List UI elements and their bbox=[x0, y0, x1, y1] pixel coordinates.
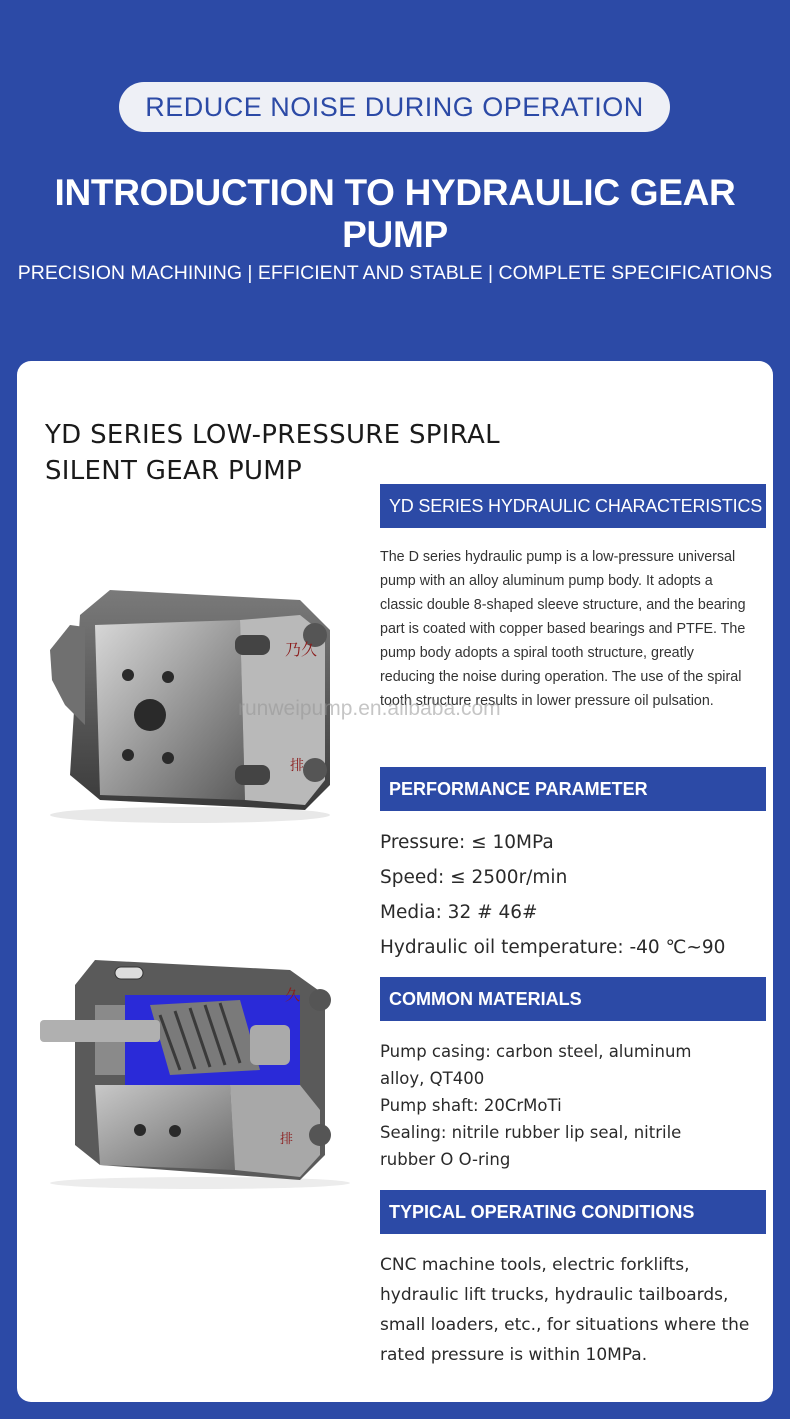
svg-text:乃久: 乃久 bbox=[285, 640, 318, 659]
performance-heading: PERFORMANCE PARAMETER bbox=[380, 767, 766, 811]
watermark: runweipump.en.alibaba.com bbox=[238, 697, 501, 720]
param-speed: Speed: ≤ 2500r/min bbox=[380, 867, 568, 888]
characteristics-heading: YD SERIES HYDRAULIC CHARACTERISTICS bbox=[380, 484, 766, 528]
pump-cutaway-image bbox=[30, 945, 350, 1190]
conditions-heading: TYPICAL OPERATING CONDITIONS bbox=[380, 1190, 766, 1234]
param-media: Media: 32 # 46# bbox=[380, 902, 538, 923]
pill-text: REDUCE NOISE DURING OPERATION bbox=[145, 91, 644, 122]
page-subtitle: PRECISION MACHINING | EFFICIENT AND STABLE | COMPLETE SPECIFICATIONS bbox=[17, 262, 773, 284]
param-pressure: Pressure: ≤ 10MPa bbox=[380, 832, 554, 853]
product-title bbox=[45, 417, 565, 489]
param-oil-temperature: Hydraulic oil temperature: -40 ℃~90 bbox=[380, 937, 726, 958]
product-title-line-2: SILENT GEAR PUMP bbox=[45, 456, 302, 486]
performance-list bbox=[380, 825, 770, 965]
svg-text:排: 排 bbox=[280, 1132, 294, 1147]
top-banner-pill bbox=[119, 82, 670, 132]
svg-text:久: 久 bbox=[285, 986, 301, 1004]
product-title-line-1: YD SERIES LOW-PRESSURE SPIRAL bbox=[45, 420, 500, 450]
materials-text: Pump casing: carbon steel, aluminum alloy, QT400 Pump shaft: 20CrMoTi Sealing: nitrile rubber lip seal, nitrile rubber O O-ring bbox=[380, 1042, 692, 1169]
materials-heading: COMMON MATERIALS bbox=[380, 977, 766, 1021]
characteristics-text: The D series hydraulic pump is a low-pressure universal pump with an alloy aluminum pump body. It adopts a classic double 8-shaped sleeve structure, and the bearing part is coated with copper based bearings and PTFE. The pump body adopts a spiral tooth structure, greatly reducing the noise during operation. The use of the spiral tooth structure results in lower pressure oil pulsation. bbox=[380, 549, 746, 709]
page-title: INTRODUCTION TO HYDRAULIC GEAR PUMP bbox=[54, 172, 736, 255]
conditions-text: CNC machine tools, electric forklifts, hydraulic lift trucks, hydraulic tailboards, small loaders, etc., for situations where the rated pressure is within 10MPa. bbox=[380, 1255, 750, 1365]
svg-text:排: 排 bbox=[290, 758, 304, 774]
